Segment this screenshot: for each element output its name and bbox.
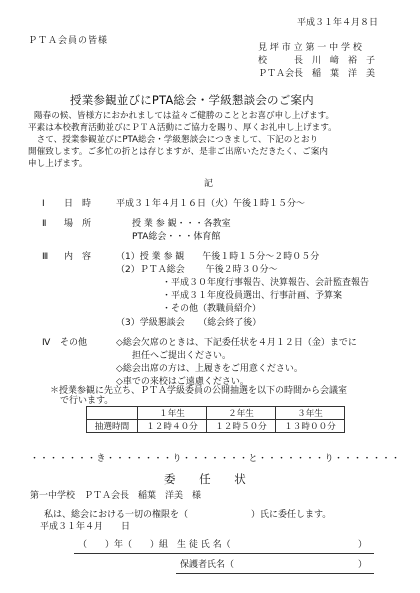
table-row [87, 420, 345, 433]
document-date: 平成３１年４月８日 [297, 18, 379, 28]
place-line: 授 業 参 観・・・各教室 [132, 219, 231, 229]
content-line: （3）学級懇談会 （総会終了後） [116, 318, 262, 328]
sender-pta-chair: ＰＴＡ会長 稲 葉 洋 美 [258, 69, 376, 79]
item-label-datetime: 日 時 [64, 199, 92, 209]
item-label-other: その他 [60, 338, 88, 348]
proxy-title: 委 任 状 [164, 472, 246, 486]
item-number: Ⅲ [42, 252, 49, 262]
cut-line: ・・・・・・・き・・・・・・・り・・・・・・・と・・・・・・・り・・・・・・・ [30, 454, 401, 464]
item-label-content: 内 容 [64, 252, 92, 262]
item-number: Ⅱ [42, 219, 47, 229]
ki-mark: 記 [204, 179, 214, 189]
table-header-grade3: ３年生 [276, 407, 345, 420]
table-cell: １２時４０分 [138, 420, 207, 433]
item-number: Ⅳ [42, 338, 51, 348]
content-line: （2）ＰＴＡ総会 午後２時３０分～ [116, 265, 278, 275]
lottery-schedule-table [86, 406, 345, 433]
item-number: Ⅰ [42, 199, 45, 209]
guardian-name-label: 保護者氏名（ [180, 560, 235, 570]
content-line: ・平成３０年度行事報告、決算報告、会計監査報告 [162, 278, 370, 288]
item-label-place: 場 所 [64, 219, 92, 229]
body-line: 申し上げます。 [28, 159, 88, 169]
table-header-grade1: １年生 [138, 407, 207, 420]
sender-school: 見 坪 市 立 第 一 中 学 校 [258, 43, 362, 53]
item-datetime-value: 平成３１年４月１６日（火）午後１時１５分～ [116, 199, 306, 209]
table-cell: １３時００分 [276, 420, 345, 433]
body-line: 開催致します。ご多忙の折とは存じますが、是非ご出席いただきたく、ご案内 [28, 147, 328, 157]
table-row [87, 407, 345, 420]
student-name-close: ） [358, 540, 368, 550]
place-line: PTA総会・・・体育館 [132, 232, 221, 242]
other-line: 担任へご提出ください。 [132, 351, 232, 361]
proxy-statement: 私は、総会における一切の権限を（ ）氏に委任します。 [44, 510, 332, 520]
note-line: で行います。 [60, 396, 114, 406]
guardian-name-underline [176, 573, 374, 574]
content-line: ・その他（教職員紹介） [162, 304, 262, 314]
body-line: 陽春の候、皆様方におかれましては益々ご健勝のこととお喜び申し上げます。 [34, 111, 335, 121]
other-line: ◇車での来校はご遠慮ください。 [116, 377, 249, 387]
other-line: ◇総会出席の方は、上履きをご用意ください。 [116, 364, 303, 374]
table-row-label: 抽選時間 [87, 420, 138, 433]
table-header-grade2: ２年生 [207, 407, 276, 420]
table-cell: １２時５０分 [207, 420, 276, 433]
content-line: ・平成３１年度役員選出、行事計画、予算案 [162, 291, 343, 301]
body-line: さて、授業参観並びにPTA総会・学級懇談会につきまして、下記のとおり [28, 135, 319, 145]
body-line: 平素は本校教育活動並びにＰＴＡ活動にご協力を賜り、厚くお礼申し上げます。 [28, 123, 337, 133]
proxy-addressee: 第一中学校 ＰＴＡ会長 稲葉 洋美 様 [30, 491, 202, 501]
student-name-label: （ ）年（ ）組 生 徒 氏 名（ [78, 540, 231, 550]
content-line: （1）授 業 参 観 午後１時１５分～２時０５分 [116, 252, 320, 262]
other-line: ◇総会欠席のときは、下記委任状を４月１２日（金）までに [116, 338, 357, 348]
student-name-underline [74, 553, 374, 554]
sender-principal: 校 長 川 﨑 裕 子 [258, 56, 376, 66]
addressee: ＰＴＡ会員の皆様 [28, 36, 109, 46]
proxy-date: 平成３１年４月 日 [40, 522, 131, 532]
page-title: 授業参観並びにPTA総会・学級懇談会のご案内 [70, 93, 314, 107]
note-line: ＊授業参観に先立ち、ＰＴＡ学級委員の公開抽選を以下の時間から会議室 [50, 386, 348, 396]
guardian-name-close: ） [358, 560, 368, 570]
table-cell [87, 407, 138, 420]
